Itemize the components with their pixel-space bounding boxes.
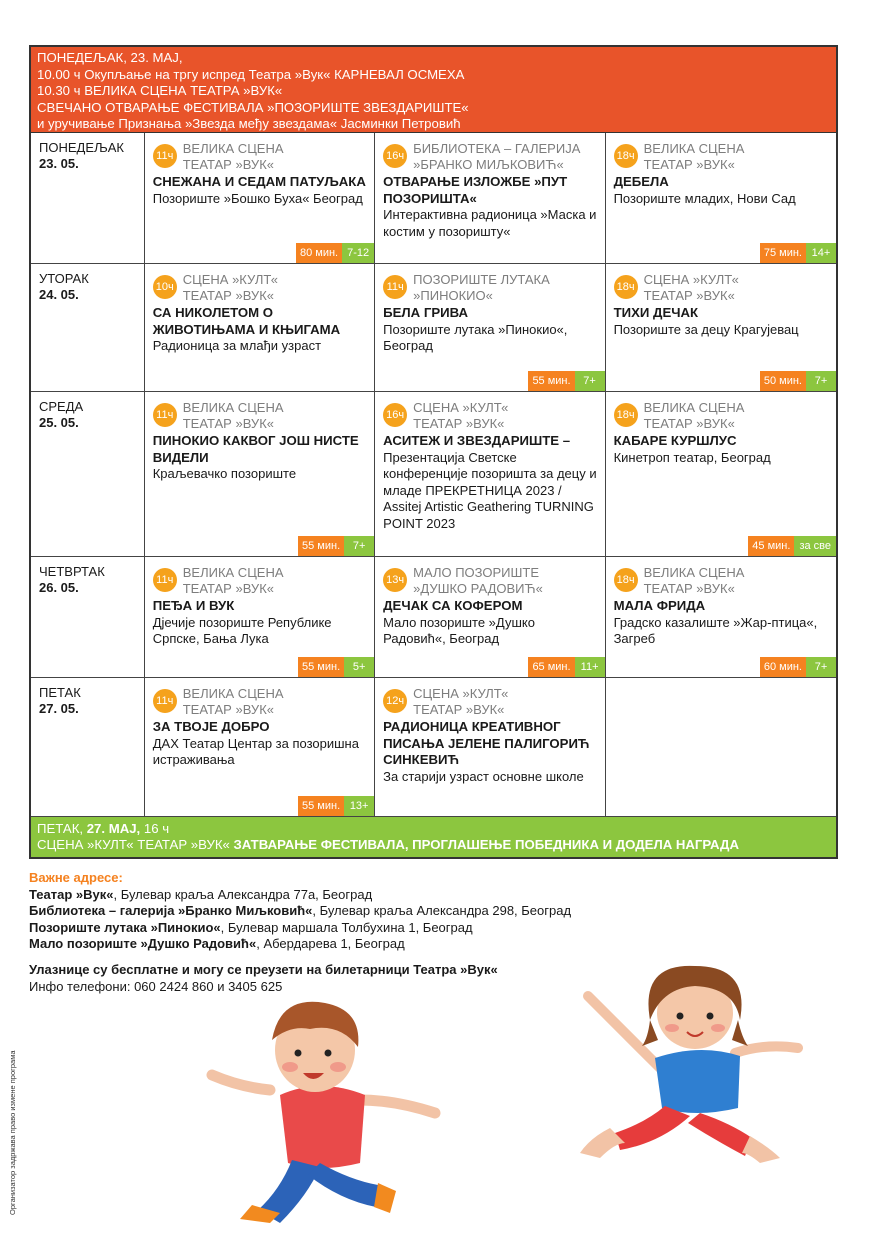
event-title: БЕЛА ГРИВА xyxy=(383,305,469,320)
event-cell xyxy=(145,264,375,391)
venue xyxy=(413,141,580,173)
age-tag: 7+ xyxy=(806,657,836,677)
day-date: 27. 05. xyxy=(39,701,79,716)
venue-line: ПОЗОРИШТЕ ЛУТАКА xyxy=(413,272,550,287)
opening-line: СВЕЧАНО ОТВАРАЊЕ ФЕСТИВАЛА »ПОЗОРИШТЕ ЗВЕЗДАРИШТЕ« xyxy=(37,99,469,115)
venue-line: ТЕАТАР »ВУК« xyxy=(413,416,505,431)
day-date: 25. 05. xyxy=(39,415,79,430)
time-badge: 11ч xyxy=(153,689,177,713)
venue-line: »БРАНКО МИЉКОВИЋ« xyxy=(413,157,564,172)
event-cell xyxy=(145,133,375,263)
day-cell xyxy=(31,264,145,391)
venue-line: ТЕАТАР »ВУК« xyxy=(643,416,735,431)
event-title: ОТВАРАЊЕ ИЗЛОЖБЕ »ПУТ ПОЗОРИШТА« xyxy=(383,174,568,206)
venue-line: ВЕЛИКА СЦЕНА xyxy=(182,565,284,580)
address-name: Позориште лутака »Пинокио« xyxy=(29,919,221,935)
venue-line: ВЕЛИКА СЦЕНА xyxy=(182,686,284,701)
address-value: , Абердарева 1, Београд xyxy=(256,936,405,951)
event-title: СНЕЖАНА И СЕДАМ ПАТУЉАКА xyxy=(152,174,366,189)
duration-tag: 55 мин. xyxy=(298,657,344,677)
address-line xyxy=(29,903,571,920)
venue-line: ТЕАТАР »ВУК« xyxy=(182,702,274,717)
venue xyxy=(413,272,550,304)
event-cell xyxy=(375,557,605,677)
venue xyxy=(183,400,284,432)
girl-illustration xyxy=(570,958,810,1163)
tickets-line: Улазнице су бесплатне и могу се преузети на билетарници Театра »Вук« xyxy=(29,962,498,977)
closing-venue: СЦЕНА »КУЛТ« ТЕАТАР »ВУК« xyxy=(37,837,230,852)
address-value: , Булевар маршала Толбухина 1, Београд xyxy=(220,919,473,935)
addresses-block xyxy=(29,870,571,953)
event-title: ПЕЂА И ВУК xyxy=(152,598,235,613)
opening-line: 10.30 ч ВЕЛИКА СЦЕНА ТЕАТРА »ВУК« xyxy=(37,83,283,98)
venue xyxy=(644,141,745,173)
opening-line: ПОНЕДЕЉАК, 23. МАЈ, xyxy=(37,50,183,65)
addresses-title: Важне адресе: xyxy=(29,870,123,885)
event-description: Позориште »Бошко Буха« Београд xyxy=(152,190,363,206)
closing-time: 16 ч xyxy=(143,821,170,836)
time-badge: 18ч xyxy=(614,275,638,299)
duration-tag: 80 мин. xyxy=(296,243,342,263)
time-badge: 16ч xyxy=(383,144,407,168)
time-badge: 18ч xyxy=(614,403,638,427)
day-row xyxy=(31,264,836,392)
event-description: За старији узраст основне школе xyxy=(383,768,584,784)
time-badge: 18ч xyxy=(614,568,638,592)
address-value: , Булевар краља Александра 298, Београд xyxy=(312,903,572,918)
address-line xyxy=(29,887,571,904)
day-name: ЧЕТВРТАК xyxy=(39,564,105,579)
venue-line: »ДУШКО РАДОВИЋ« xyxy=(413,581,543,596)
time-badge: 11ч xyxy=(383,275,407,299)
duration-tag: 50 мин. xyxy=(760,371,806,391)
day-date: 23. 05. xyxy=(39,156,79,171)
venue-line: ТЕАТАР »ВУК« xyxy=(643,157,735,172)
event-description: Градско казалиште »Жар-птица«, Загреб xyxy=(613,614,818,646)
day-cell xyxy=(31,678,145,816)
age-tag: 7+ xyxy=(575,371,605,391)
time-badge: 11ч xyxy=(153,144,177,168)
event-cell xyxy=(145,557,375,677)
venue-line: МАЛО ПОЗОРИШТЕ xyxy=(413,565,540,580)
age-tag: 7+ xyxy=(344,536,374,556)
event-cell xyxy=(606,264,836,391)
venue-line: ВЕЛИКА СЦЕНА xyxy=(182,141,284,156)
venue-line: ВЕЛИКА СЦЕНА xyxy=(643,565,745,580)
event-tags xyxy=(298,796,374,816)
address-name: Театар »Вук« xyxy=(29,886,114,902)
event-cell xyxy=(606,678,836,816)
duration-tag: 55 мин. xyxy=(298,796,344,816)
event-title: ЗА ТВОЈЕ ДОБРО xyxy=(152,719,270,734)
event-description: Краљевачко позориште xyxy=(152,466,297,481)
duration-tag: 65 мин. xyxy=(528,657,574,677)
venue-line: СЦЕНА »КУЛТ« xyxy=(643,272,739,287)
day-row xyxy=(31,678,836,817)
event-tags xyxy=(528,371,604,391)
venue xyxy=(413,686,508,718)
venue-line: ТЕАТАР »ВУК« xyxy=(643,581,735,596)
phone-line: Инфо телефони: 060 2424 860 и 3405 625 xyxy=(29,978,283,994)
venue-line: ВЕЛИКА СЦЕНА xyxy=(643,141,745,156)
event-title: АСИТЕЖ И ЗВЕЗДАРИШТЕ – xyxy=(383,433,571,448)
venue xyxy=(413,565,543,597)
venue xyxy=(183,141,284,173)
event-cell xyxy=(375,678,605,816)
address-line xyxy=(29,936,571,953)
festival-schedule xyxy=(29,45,838,859)
event-title: ТИХИ ДЕЧАК xyxy=(613,305,699,320)
venue xyxy=(413,400,508,432)
event-cell xyxy=(375,392,605,556)
time-badge: 12ч xyxy=(383,689,407,713)
venue-line: ВЕЛИКА СЦЕНА xyxy=(643,400,745,415)
age-tag: 7-12 xyxy=(342,243,374,263)
event-description: Позориште за децу Крагујевац xyxy=(613,321,799,337)
day-date: 26. 05. xyxy=(39,580,79,595)
event-cell xyxy=(145,678,375,816)
event-tags xyxy=(760,371,836,391)
day-name: УТОРАК xyxy=(39,271,89,286)
day-row xyxy=(31,392,836,557)
closing-event: ЗАТВАРАЊЕ ФЕСТИВАЛА, ПРОГЛАШЕЊЕ ПОБЕДНИКА И ДОДЕЛА НАГРАДА xyxy=(233,837,739,852)
event-description: Дјечије позориште Републике Српске, Бања Лука xyxy=(152,614,332,646)
age-tag: 13+ xyxy=(344,796,374,816)
time-badge: 13ч xyxy=(383,568,407,592)
opening-header xyxy=(31,47,836,133)
time-badge: 10ч xyxy=(153,275,177,299)
day-date: 24. 05. xyxy=(39,287,79,302)
age-tag: 7+ xyxy=(806,371,836,391)
event-tags xyxy=(748,536,836,556)
venue-line: ТЕАТАР »ВУК« xyxy=(182,288,274,303)
venue xyxy=(644,400,745,432)
address-name: Мало позориште »Душко Радовић« xyxy=(29,936,257,951)
duration-tag: 60 мин. xyxy=(760,657,806,677)
closing-day: ПЕТАК, xyxy=(37,821,84,836)
duration-tag: 55 мин. xyxy=(528,371,574,391)
age-tag: за све xyxy=(794,536,836,556)
event-tags xyxy=(760,657,836,677)
duration-tag: 75 мин. xyxy=(760,243,806,263)
venue-line: »ПИНОКИО« xyxy=(413,288,493,303)
venue-line: СЦЕНА »КУЛТ« xyxy=(413,400,509,415)
closing-date: 27. МАЈ, xyxy=(86,821,141,836)
venue-line: ТЕАТАР »ВУК« xyxy=(182,416,274,431)
venue-line: БИБЛИОТЕКА – ГАЛЕРИЈА xyxy=(413,141,581,156)
event-cell xyxy=(606,392,836,556)
venue xyxy=(644,565,745,597)
venue xyxy=(183,272,278,304)
event-description: Мало позориште »Душко Радовић«, Београд xyxy=(383,614,535,646)
address-line xyxy=(29,920,571,937)
event-tags xyxy=(298,536,374,556)
age-tag: 11+ xyxy=(575,657,605,677)
closing-footer xyxy=(31,817,836,857)
event-description: Радионица за млађи узраст xyxy=(152,338,322,353)
event-cell xyxy=(145,392,375,556)
venue-line: СЦЕНА »КУЛТ« xyxy=(413,686,509,701)
event-description: ДАХ Театар Центар за позоришна истраживања xyxy=(152,735,359,767)
venue xyxy=(183,686,284,718)
venue-line: ТЕАТАР »ВУК« xyxy=(643,288,735,303)
event-description: Кинетроп театар, Београд xyxy=(613,449,771,465)
event-title: СА НИКОЛЕТОМ О ЖИВОТИЊАМА И КЊИГАМА xyxy=(152,305,341,337)
day-row xyxy=(31,557,836,678)
venue-line: ТЕАТАР »ВУК« xyxy=(413,702,505,717)
event-title: ДЕЧАК СА КОФЕРОМ xyxy=(383,598,523,613)
day-name: ПЕТАК xyxy=(39,685,81,700)
duration-tag: 55 мин. xyxy=(298,536,344,556)
event-title: ПИНОКИО КАКВОГ ЈОШ НИСТЕ ВИДЕЛИ xyxy=(152,433,359,465)
day-name: СРЕДА xyxy=(39,399,84,414)
boy-illustration xyxy=(200,995,460,1225)
day-cell xyxy=(31,392,145,556)
venue-line: ТЕАТАР »ВУК« xyxy=(182,157,274,172)
day-row xyxy=(31,133,836,264)
opening-line: 10.00 ч Окупљање на тргу испред Театра »Вук« КАРНЕВАЛ ОСМЕХА xyxy=(37,66,465,82)
event-title: КАБАРЕ КУРШЛУС xyxy=(613,433,737,448)
venue-line: СЦЕНА »КУЛТ« xyxy=(182,272,278,287)
time-badge: 11ч xyxy=(153,403,177,427)
event-tags xyxy=(298,657,374,677)
event-description: Презентација Светске конференције позоришта за децу и младе ПРЕКРЕТНИЦА 2023 / Assitej Artistic Geathering TURNING POINT 2023 xyxy=(383,449,597,531)
venue xyxy=(183,565,284,597)
time-badge: 11ч xyxy=(153,568,177,592)
schedule-rows xyxy=(31,133,836,817)
event-title: ДЕБЕЛА xyxy=(613,174,669,189)
event-cell xyxy=(606,557,836,677)
duration-tag: 45 мин. xyxy=(748,536,794,556)
event-cell xyxy=(375,264,605,391)
event-tags xyxy=(296,243,374,263)
addresses-list xyxy=(29,887,571,953)
event-description: Позориште лутака »Пинокио«, Београд xyxy=(383,321,568,353)
side-note: Организатор задржава право измене програма xyxy=(8,1050,17,1215)
event-cell xyxy=(375,133,605,263)
age-tag: 5+ xyxy=(344,657,374,677)
venue xyxy=(644,272,739,304)
venue-line: ТЕАТАР »ВУК« xyxy=(182,581,274,596)
time-badge: 18ч xyxy=(614,144,638,168)
tickets-info xyxy=(29,962,498,995)
event-title: МАЛА ФРИДА xyxy=(613,598,706,613)
event-cell xyxy=(606,133,836,263)
event-description: Интерактивна радионица »Маска и костим у позоришту« xyxy=(383,207,597,239)
age-tag: 14+ xyxy=(806,243,836,263)
day-cell xyxy=(31,557,145,677)
event-description: Позориште младих, Нови Сад xyxy=(613,190,796,206)
event-title: РАДИОНИЦА КРЕАТИВНОГ ПИСАЊА ЈЕЛЕНЕ ПАЛИГОРИЋ СИНКЕВИЋ xyxy=(383,719,590,767)
day-cell xyxy=(31,133,145,263)
address-name: Библиотека – галерија »Бранко Миљковић« xyxy=(29,903,313,918)
opening-line: и уручивање Признања »Звезда међу звездама« Јасминки Петровић xyxy=(37,116,461,131)
venue-line: ВЕЛИКА СЦЕНА xyxy=(182,400,284,415)
event-tags xyxy=(528,657,604,677)
address-value: , Булевар краља Александра 77а, Београд xyxy=(113,886,373,902)
event-tags xyxy=(760,243,836,263)
day-name: ПОНЕДЕЉАК xyxy=(39,140,124,155)
time-badge: 16ч xyxy=(383,403,407,427)
